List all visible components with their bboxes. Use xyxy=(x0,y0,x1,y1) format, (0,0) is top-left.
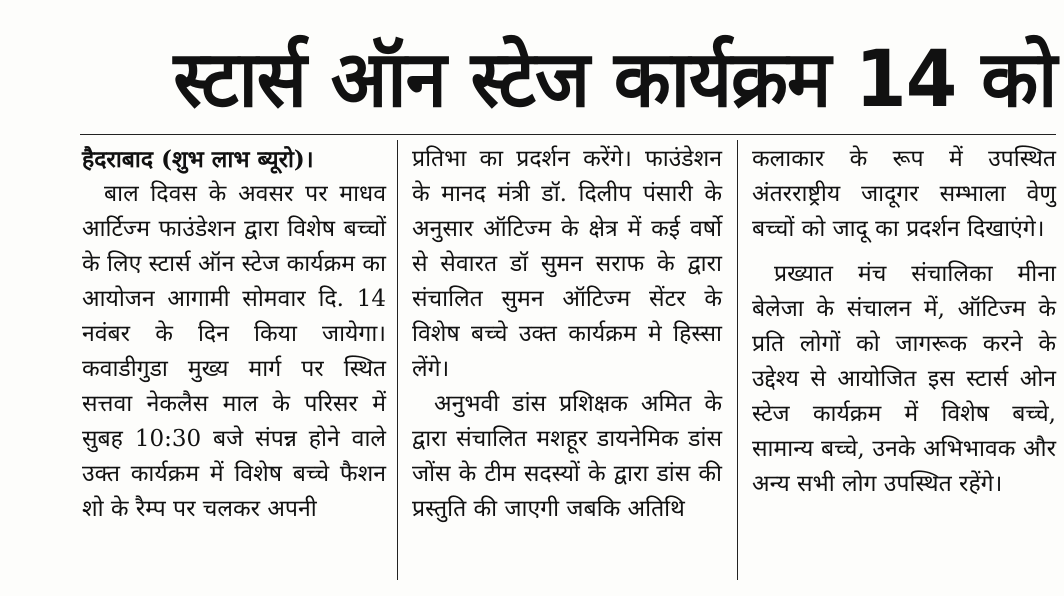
paragraph: प्रख्यात मंच संचालिका मीना बेलेजा के संचालन में, ऑटिज्म के प्रति लोगों को जागरूक करने के उद्देश्य से आयोजित इस स्टार्स ओन स्टेज कार्यक्रम में विशेष बच्चे, सामान्य बच्चे, उनके अभिभावक और अन्य सभी लोग उपस्थित रहेंगे। xyxy=(752,261,1056,497)
article-column-1 xyxy=(82,142,386,527)
paragraph: बाल दिवस के अवसर पर माधव आर्टिज्म फाउंडेशन द्वारा विशेष बच्चों के लिए स्टार्स ऑन स्टेज कार्यक्रम का आयोजन आगामी सोमवार दि. 14 नवंबर के दिन किया जायेगा।कवाडीगुडा मुख्य मार्ग पर स्थित सत्तवा नेकलैस माल के परिसर में सुबह 10:30 बजे संपन्न होने वाले उक्त कार्यक्रम में विशेष बच्चे फैशन शो के रैम्प पर चलकर अपनी xyxy=(82,181,386,522)
dateline: हैदराबाद (शुभ लाभ ब्यूरो)। xyxy=(82,146,314,173)
article-column-2 xyxy=(412,142,722,527)
top-rule xyxy=(80,134,1056,135)
paragraph: प्रतिभा का प्रदर्शन करेंगे। फाउंडेशन के मानद मंत्री डॉ. दिलीप पंसारी के अनुसार ऑटिज्म के क्षेत्र में कई वर्षो से सेवारत डॉ सुमन सराफ के द्वारा संचालित सुमन ऑटिज्म सेंटर के विशेष बच्चे उक्त कार्यक्रम मे हिस्सा लेंगे। xyxy=(412,146,722,382)
paragraph: अनुभवी डांस प्रशिक्षक अमित के द्वारा संचालित मशहूर डायनेमिक डांस जोंस के टीम सदस्यों के द्वारा डांस की प्रस्तुति की जाएगी जबकि अतिथि xyxy=(412,391,722,522)
paragraph: कलाकार के रूप में उपस्थित अंतरराष्ट्रीय जादूगर सम्भाला वेणु बच्चों को जादू का प्रदर्शन दिखाएंगे। xyxy=(752,146,1056,242)
article-column-3 xyxy=(752,142,1056,502)
column-divider-1 xyxy=(397,140,398,580)
paragraph-gap xyxy=(752,247,1056,257)
column-divider-2 xyxy=(737,140,738,580)
headline: स्टार्स ऑन स्टेज कार्यक्रम 14 को xyxy=(173,35,1057,125)
